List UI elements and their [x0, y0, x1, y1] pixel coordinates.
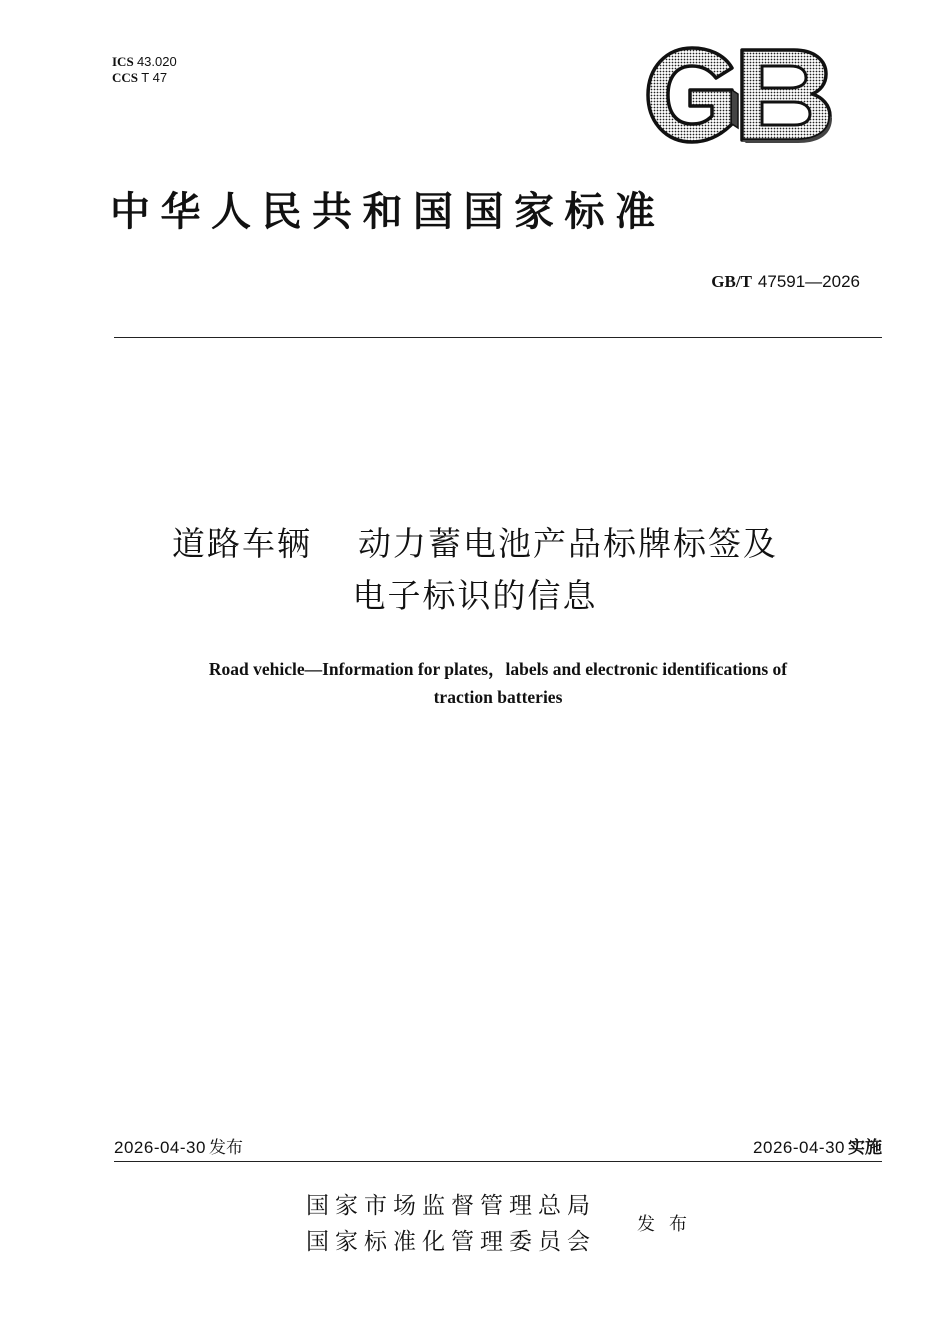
gb-logo: [644, 46, 832, 144]
standard-title: 中华人民共和国国家标准: [110, 188, 666, 235]
header-divider: [114, 337, 882, 338]
standard-number: [711, 272, 860, 292]
issuer-samr: 国家市场监督管理总局: [306, 1193, 596, 1219]
ccs-label: CCS: [112, 70, 139, 85]
issuing-authorities: [306, 1188, 596, 1260]
standard-number-value: 47591—2026: [757, 272, 860, 291]
implementation-date-value: 2026-04-30: [753, 1138, 845, 1157]
issue-date-label: 发布: [208, 1138, 243, 1158]
english-title-line-2: traction batteries: [433, 687, 563, 707]
publish-label: 发布: [637, 1214, 701, 1235]
english-title-line-1: Road vehicle—Information for plates，labels and electronic identifications of: [208, 659, 788, 679]
implementation-date: [753, 1133, 882, 1158]
footer-divider: [114, 1161, 882, 1162]
gb-logo-graphic: [644, 46, 832, 144]
issue-date: [114, 1133, 243, 1158]
implementation-date-label: 实施: [848, 1138, 882, 1158]
ics-value: 43.020: [136, 54, 177, 69]
chinese-title-part-2: 动力蓄电池产品标牌标签及: [358, 524, 778, 563]
issuer-sac: 国家标准化管理委员会: [306, 1229, 596, 1255]
issue-date-value: 2026-04-30: [114, 1138, 206, 1157]
ics-code: [112, 54, 177, 70]
chinese-title-line-1: [60, 518, 890, 565]
ccs-value: T 47: [141, 70, 168, 85]
ccs-code: [112, 70, 177, 86]
chinese-title-line-2: 电子标识的信息: [352, 576, 598, 615]
standard-number-prefix: GB/T: [711, 272, 752, 291]
ics-label: ICS: [112, 54, 134, 69]
classification-codes: [112, 54, 177, 86]
chinese-title-part-1: 道路车辆: [172, 524, 312, 563]
